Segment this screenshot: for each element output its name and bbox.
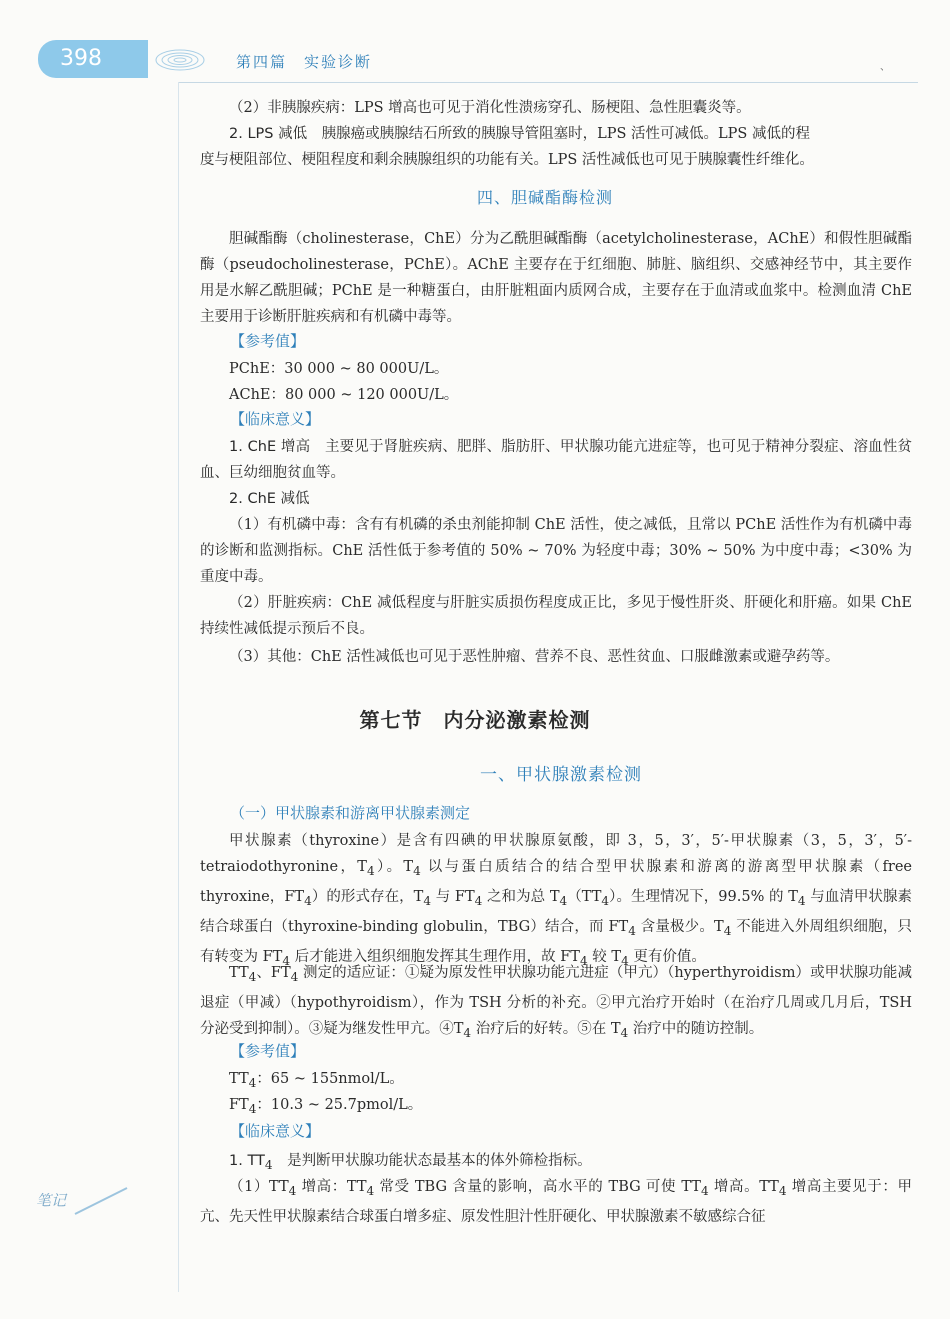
heading-thyroid: 一、甲状腺激素检测 (480, 765, 642, 785)
lps-decrease-line: 2. LPS 减低 胰腺癌或胰腺结石所致的胰腺导管阻塞时，LPS 活性可减低。LPS 减低的程 (229, 126, 810, 142)
indications-paragraph: $TT_4$、$FT_4$ 测定的适应证：①疑为原发性甲状腺功能亢进症（甲亢）（hyperthyroidism）或甲状腺功能减退症（甲减）（hypothyroidism），作为 TSH 分析的补充。②甲亢治疗开始时（在治疗几周或几月后，TSH 分泌受到抑制）。③疑为继发性甲亢。$④T_4$ 治疗后的好转。⑤在 $T_4$ 治疗中的随访控制。 (200, 965, 912, 1040)
subheading-thyroxine: （一）甲状腺素和游离甲状腺素测定 (230, 804, 471, 822)
tt4-heading: 1. $TT_4$ 是判断甲状腺功能状态最基本的体外筛检指标。 (229, 1153, 592, 1172)
header-rule (178, 82, 918, 83)
reference-value-label: 【参考值】 (230, 332, 306, 350)
notes-label: 笔记 (36, 1184, 131, 1218)
reference-value-label-2: 【参考值】 (230, 1042, 306, 1060)
thyroxine-paragraph: 甲状腺素（thyroxine）是含有四碘的甲状腺原氨酸，即 3，5，3′，5′-甲状腺素（3，5，3′，5′-tetraiodothyronine，$T_4$）。$T_4$ 以与蛋白质结合的结合型甲状腺素和游离的游离型甲状腺素（free thyroxine，$FT_4$）的形式存在，$T_4$ 与 $FT_4$ 之和为总 $T_4(TT_4)$。生理情况下，99.5% 的 $T_4$ 与血清甲状腺素结合球蛋白（thyroxine-binding globulin，TBG）结合，而 $FT_4$ 含量极少。$T_4$ 不能进入外周组织细胞，只有转变为 $FT_4$ 后才能进入组织细胞发挥其生理作用，故 $FT_4$ 较 $T_4$ 更有价值。 (200, 833, 913, 968)
pen-icon (71, 1184, 131, 1218)
lps-nonpancreatic: （2）非胰腺疾病：LPS 增高也可见于消化性溃疡穿孔、肠梗阻、急性胆囊炎等。 (229, 100, 751, 116)
pche-range: PChE：30 000 ~ 80 000U/L。 (229, 361, 449, 377)
page-number: 398 (60, 46, 102, 71)
section-title: 第七节 内分泌激素检测 (359, 708, 591, 732)
page-number-badge (38, 40, 148, 78)
header-swirl-icon (150, 34, 220, 84)
che-increase: 1. ChE 增高 主要见于肾脏疾病、肥胖、脂肪肝、甲状腺功能亢进症等，也可见于精神分裂症、溶血性贫血、巨幼细胞贫血等。 (200, 439, 913, 481)
lps-decrease-cont: 度与梗阻部位、梗阻程度和剩余胰腺组织的功能有关。LPS 活性减低也可见于胰腺囊性纤维化。 (200, 152, 814, 168)
lps-decrease-heading: 2. LPS 减低 (229, 126, 308, 142)
che-decrease-3: （3）其他：ChE 活性减低也可见于恶性肿瘤、营养不良、恶性贫血、口服雌激素或避孕药等。 (229, 649, 840, 665)
margin-rule (178, 82, 179, 1292)
heading-che: 四、胆碱酯酶检测 (477, 188, 614, 207)
che-intro: 胆碱酯酶（cholinesterase，ChE）分为乙酰胆碱酯酶（acetylcholinesterase，AChE）和假性胆碱酯酶（pseudocholinesterase，PChE）。AChE 主要存在于红细胞、肺脏、脑组织、交感神经节中，其主要作用是水解乙酰胆碱；PChE 是一种糖蛋白，由肝脏粗面内质网合成，主要存在于血清或血浆中。检测血清 ChE 主要用于诊断肝脏疾病和有机磷中毒等。 (200, 231, 912, 325)
che-decrease-2: （2）肝脏疾病：ChE 减低程度与肝脏实质损伤程度成正比，多见于慢性肝炎、肝硬化和肝癌。如果 ChE 持续性减低提示预后不良。 (200, 595, 912, 637)
tt4-range: $TT_4$：65 ~ 155nmol/L。 (229, 1071, 404, 1090)
ft4-range: $FT_4$：10.3 ~ 25.7pmol/L。 (229, 1097, 423, 1116)
corner-mark: 、 (880, 62, 890, 73)
che-decrease-1: （1）有机磷中毒：含有有机磷的杀虫剂能抑制 ChE 活性，使之减低，且常以 PChE 活性作为有机磷中毒的诊断和监测指标。ChE 活性低于参考值的 50% ~ 70% 为轻度中毒；30% ~ 50% 为中度中毒；<30% 为重度中毒。 (200, 517, 912, 585)
clinical-significance-label-2: 【临床意义】 (230, 1122, 321, 1140)
tt4-increase: $(1)TT_4$ 增高：$TT_4$ 常受 TBG 含量的影响，高水平的 TBG 可使 $TT_4$ 增高。$TT_4$ 增高主要见于：甲亢、先天性甲状腺素结合球蛋白增多症、原发性胆汁性肝硬化、甲状腺激素不敏感综合征 (200, 1179, 912, 1225)
clinical-significance-label: 【临床意义】 (230, 410, 321, 428)
che-decrease-heading: 2. ChE 减低 (229, 491, 310, 507)
ache-range: AChE：80 000 ~ 120 000U/L。 (229, 387, 459, 403)
part-title: 第四篇 实验诊断 (236, 53, 373, 71)
